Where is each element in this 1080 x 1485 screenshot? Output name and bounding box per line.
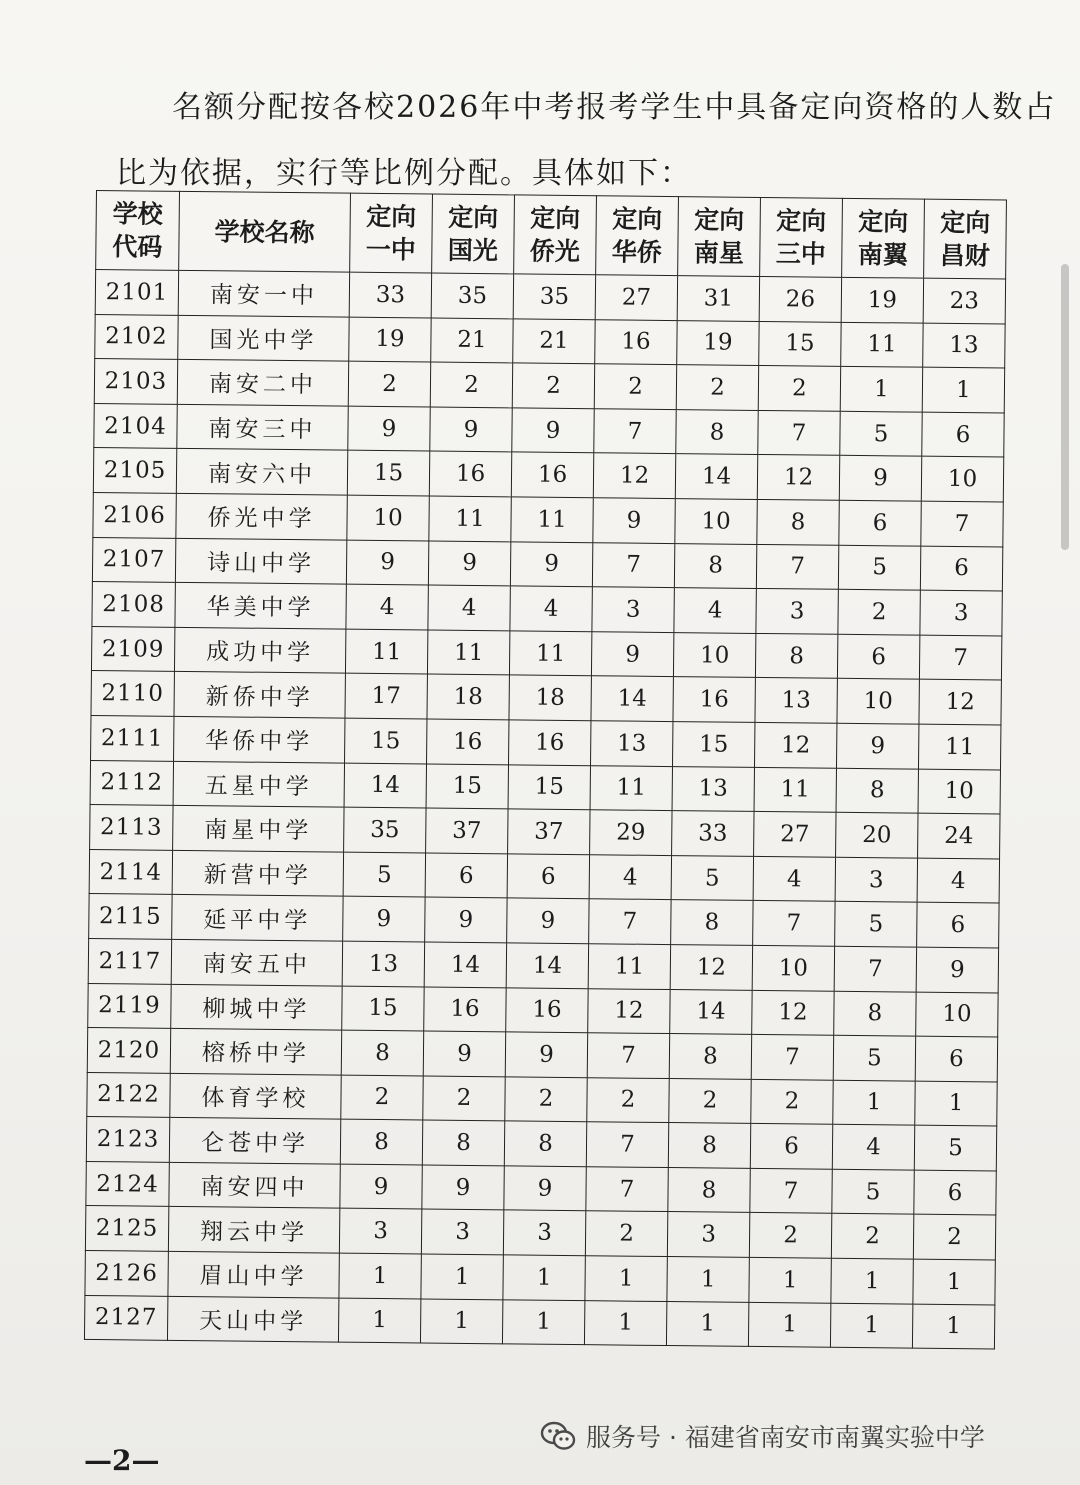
cell-quota: 2 (430, 362, 512, 407)
cell-quota: 8 (340, 1119, 422, 1164)
cell-school-code: 2104 (94, 403, 177, 448)
cell-quota: 11 (590, 765, 672, 810)
cell-school-code: 2112 (90, 760, 173, 805)
cell-quota: 16 (595, 319, 677, 364)
cell-quota: 9 (593, 498, 675, 543)
cell-quota: 17 (345, 673, 427, 718)
cell-quota: 12 (670, 944, 752, 989)
cell-quota: 11 (427, 630, 509, 675)
cell-quota: 12 (919, 679, 1001, 724)
cell-quota: 27 (754, 812, 836, 857)
cell-school-name: 华美中学 (175, 583, 346, 629)
cell-school-name: 体育学校 (170, 1073, 341, 1119)
cell-school-name: 新侨中学 (174, 672, 345, 718)
cell-quota: 6 (425, 853, 507, 898)
cell-quota: 19 (349, 317, 431, 362)
cell-quota: 2 (676, 365, 758, 410)
intro-line-2: 比为依据，实行等比例分配。具体如下： (116, 156, 692, 191)
cell-school-name: 南安五中 (171, 939, 342, 985)
cell-quota: 2 (758, 366, 840, 411)
cell-quota: 16 (506, 987, 588, 1032)
cell-quota: 35 (344, 807, 426, 852)
header-target-6 (842, 198, 925, 278)
cell-quota: 18 (509, 675, 591, 720)
page-number: —2— (84, 1444, 160, 1477)
cell-school-name: 南星中学 (173, 805, 344, 851)
cell-quota: 6 (920, 546, 1002, 591)
wechat-icon (540, 1421, 576, 1451)
header-target-line-1: 定向 (366, 201, 417, 232)
cell-quota: 35 (513, 274, 595, 319)
cell-quota: 11 (509, 631, 591, 676)
cell-quota: 14 (506, 943, 588, 988)
header-target-5 (760, 197, 843, 277)
cell-quota: 2 (594, 364, 676, 409)
cell-quota: 29 (590, 810, 672, 855)
cell-quota: 7 (750, 1168, 832, 1213)
cell-quota: 3 (756, 589, 838, 634)
cell-quota: 9 (512, 408, 594, 453)
cell-school-name: 国光中学 (178, 315, 349, 361)
cell-school-code: 2120 (87, 1028, 170, 1073)
cell-quota: 10 (673, 632, 755, 677)
cell-school-name: 诗山中学 (175, 538, 346, 584)
cell-school-code: 2127 (84, 1295, 167, 1340)
cell-quota: 3 (592, 587, 674, 632)
cell-quota: 14 (424, 942, 506, 987)
cell-quota: 1 (748, 1302, 830, 1347)
cell-quota: 11 (345, 629, 427, 674)
cell-quota: 1 (749, 1257, 831, 1302)
cell-quota: 2 (341, 1075, 423, 1120)
cell-quota: 16 (673, 677, 755, 722)
header-target-line-2: 南翼 (857, 239, 909, 270)
header-target-line-2: 一中 (365, 234, 417, 265)
cell-quota: 9 (430, 407, 512, 452)
cell-quota: 5 (840, 411, 922, 456)
cell-quota: 1 (833, 1080, 915, 1125)
cell-quota: 4 (510, 586, 592, 631)
cell-quota: 9 (422, 1165, 504, 1210)
cell-quota: 9 (428, 541, 510, 586)
cell-quota: 9 (836, 723, 918, 768)
cell-school-code: 2122 (87, 1072, 170, 1117)
cell-quota: 6 (917, 902, 999, 947)
cell-quota: 16 (424, 986, 506, 1031)
cell-school-name: 南安二中 (177, 360, 348, 406)
cell-school-name: 成功中学 (174, 627, 345, 673)
cell-quota: 16 (509, 720, 591, 765)
cell-quota: 8 (757, 499, 839, 544)
cell-quota: 6 (750, 1124, 832, 1169)
cell-quota: 12 (757, 455, 839, 500)
cell-quota: 4 (753, 856, 835, 901)
cell-quota: 1 (502, 1299, 584, 1344)
cell-quota: 9 (916, 947, 998, 992)
cell-quota: 5 (838, 545, 920, 590)
header-target-3 (596, 196, 679, 276)
cell-quota: 9 (340, 1164, 422, 1209)
cell-quota: 11 (841, 322, 923, 367)
cell-quota: 6 (915, 1036, 997, 1081)
cell-quota: 5 (833, 1035, 915, 1080)
cell-quota: 2 (838, 589, 920, 634)
cell-quota: 1 (421, 1254, 503, 1299)
cell-school-name: 南安四中 (169, 1162, 340, 1208)
cell-quota: 2 (505, 1077, 587, 1122)
header-target-line-2: 华侨 (611, 237, 663, 267)
cell-school-code: 2108 (92, 582, 175, 627)
cell-quota: 13 (755, 678, 837, 723)
cell-quota: 4 (428, 585, 510, 630)
cell-quota: 7 (756, 544, 838, 589)
header-school-code (96, 191, 180, 271)
cell-quota: 9 (348, 406, 430, 451)
cell-quota: 8 (668, 1167, 750, 1212)
header-target-line-2: 国光 (447, 235, 499, 266)
header-target-2 (514, 195, 597, 275)
cell-school-code: 2123 (86, 1117, 169, 1162)
cell-quota: 6 (914, 1170, 996, 1215)
cell-school-code: 2113 (90, 805, 173, 850)
cell-quota: 2 (587, 1077, 669, 1122)
header-target-line-1: 定向 (694, 205, 745, 235)
cell-quota: 2 (749, 1213, 831, 1258)
cell-quota: 7 (834, 946, 916, 991)
cell-quota: 1 (831, 1258, 913, 1303)
cell-quota: 6 (922, 412, 1004, 457)
cell-quota: 11 (429, 496, 511, 541)
header-target-4 (678, 197, 761, 277)
cell-school-name: 南安六中 (176, 449, 347, 495)
cell-quota: 11 (511, 497, 593, 542)
cell-quota: 9 (839, 456, 921, 501)
cell-quota: 37 (508, 809, 590, 854)
cell-quota: 7 (594, 409, 676, 454)
cell-school-name: 翔云中学 (168, 1207, 339, 1253)
cell-quota: 16 (427, 719, 509, 764)
cell-quota: 3 (835, 857, 917, 902)
cell-quota: 37 (426, 808, 508, 853)
cell-quota: 21 (431, 318, 513, 363)
cell-quota: 14 (670, 989, 752, 1034)
cell-quota: 4 (589, 854, 671, 899)
cell-quota: 8 (671, 900, 753, 945)
cell-school-code: 2107 (92, 537, 175, 582)
cell-school-code: 2101 (95, 270, 178, 315)
cell-quota: 24 (918, 813, 1000, 858)
cell-quota: 8 (669, 1034, 751, 1079)
cell-school-code: 2125 (85, 1206, 168, 1251)
cell-school-code: 2103 (94, 359, 177, 404)
cell-quota: 2 (831, 1214, 913, 1259)
cell-quota: 8 (668, 1123, 750, 1168)
cell-school-name: 华侨中学 (174, 716, 345, 762)
cell-quota: 4 (832, 1125, 914, 1170)
cell-quota: 3 (421, 1209, 503, 1254)
cell-quota: 4 (346, 584, 428, 629)
cell-school-name: 新营中学 (172, 850, 343, 896)
cell-quota: 1 (913, 1259, 995, 1304)
cell-quota: 9 (591, 631, 673, 676)
cell-quota: 7 (586, 1122, 668, 1167)
cell-quota: 2 (585, 1211, 667, 1256)
cell-quota: 5 (343, 852, 425, 897)
cell-quota: 15 (347, 451, 429, 496)
cell-quota: 12 (593, 453, 675, 498)
cell-quota: 7 (921, 501, 1003, 546)
cell-school-code: 2105 (93, 448, 176, 493)
cell-quota: 10 (837, 679, 919, 724)
cell-quota: 1 (339, 1253, 421, 1298)
cell-quota: 1 (584, 1300, 666, 1345)
header-target-line-1: 定向 (940, 207, 991, 238)
table-row (84, 1295, 994, 1349)
cell-quota: 1 (830, 1303, 912, 1348)
cell-quota: 3 (920, 590, 1002, 635)
cell-quota: 2 (348, 361, 430, 406)
cell-quota: 27 (595, 275, 677, 320)
cell-quota: 1 (915, 1081, 997, 1126)
cell-quota: 31 (677, 276, 759, 321)
cell-school-code: 2111 (91, 715, 174, 760)
cell-school-code: 2102 (95, 314, 178, 359)
cell-quota: 7 (751, 1035, 833, 1080)
cell-quota: 26 (759, 276, 841, 321)
cell-quota: 6 (837, 634, 919, 679)
cell-school-name: 天山中学 (167, 1296, 338, 1342)
cell-school-code: 2106 (93, 492, 176, 537)
cell-quota: 19 (841, 277, 923, 322)
cell-school-name: 眉山中学 (168, 1251, 339, 1297)
cell-quota: 2 (423, 1076, 505, 1121)
cell-quota: 7 (758, 410, 840, 455)
cell-quota: 10 (916, 992, 998, 1037)
cell-quota: 7 (753, 901, 835, 946)
cell-school-name: 五星中学 (173, 761, 344, 807)
cell-quota: 7 (589, 899, 671, 944)
cell-quota: 15 (345, 718, 427, 763)
cell-school-name: 柳城中学 (171, 984, 342, 1030)
header-target-1 (432, 194, 515, 274)
cell-quota: 6 (839, 500, 921, 545)
cell-quota: 7 (592, 542, 674, 587)
cell-school-code: 2124 (86, 1161, 169, 1206)
cell-quota: 4 (917, 858, 999, 903)
cell-quota: 35 (431, 273, 513, 318)
header-target-7 (924, 199, 1007, 279)
header-target-line-1: 定向 (612, 204, 663, 234)
cell-quota: 3 (503, 1210, 585, 1255)
cell-quota: 7 (587, 1033, 669, 1078)
cell-quota: 15 (342, 986, 424, 1031)
cell-quota: 2 (751, 1079, 833, 1124)
header-school-name: 学校名称 (179, 191, 351, 272)
cell-quota: 7 (586, 1167, 668, 1212)
cell-quota: 9 (425, 897, 507, 942)
header-target-line-2: 南星 (693, 238, 745, 268)
cell-quota: 12 (588, 988, 670, 1033)
cell-quota: 9 (507, 898, 589, 943)
cell-quota: 33 (349, 272, 431, 317)
scrollbar-thumb[interactable] (1061, 264, 1069, 550)
header-target-0 (350, 193, 433, 273)
cell-quota: 14 (344, 763, 426, 808)
header-target-line-2: 侨光 (529, 236, 581, 267)
header-school-code-line-2: 代码 (112, 232, 163, 262)
cell-quota: 7 (919, 635, 1001, 680)
cell-quota: 15 (759, 321, 841, 366)
cell-quota: 9 (423, 1031, 505, 1076)
cell-quota: 10 (675, 499, 757, 544)
cell-quota: 5 (835, 902, 917, 947)
cell-quota: 11 (588, 944, 670, 989)
cell-quota: 1 (912, 1304, 994, 1349)
cell-quota: 11 (918, 724, 1000, 769)
cell-quota: 15 (426, 764, 508, 809)
cell-quota: 11 (754, 767, 836, 812)
cell-quota: 9 (510, 541, 592, 586)
cell-quota: 16 (429, 451, 511, 496)
cell-school-code: 2115 (89, 894, 172, 939)
header-target-line-1: 定向 (530, 203, 581, 234)
cell-quota: 8 (834, 991, 916, 1036)
cell-school-code: 2126 (85, 1251, 168, 1296)
cell-quota: 8 (422, 1120, 504, 1165)
cell-quota: 18 (427, 674, 509, 719)
cell-school-code: 2109 (91, 626, 174, 671)
table-body (84, 270, 1005, 1350)
cell-school-name: 延平中学 (172, 895, 343, 941)
intro-line-1: 名额分配按各校2026年中考报考学生中具备定向资格的人数占 (172, 90, 1057, 125)
cell-quota: 8 (755, 633, 837, 678)
cell-quota: 9 (346, 540, 428, 585)
cell-quota: 5 (671, 855, 753, 900)
cell-quota: 13 (342, 941, 424, 986)
cell-school-code: 2119 (88, 983, 171, 1028)
cell-quota: 3 (667, 1212, 749, 1257)
header-target-line-1: 定向 (858, 206, 909, 237)
cell-school-name: 侨光中学 (176, 493, 347, 539)
watermark (540, 1418, 985, 1454)
cell-quota: 2 (913, 1215, 995, 1260)
header-target-line-2: 昌财 (939, 240, 991, 271)
header-target-line-2: 三中 (775, 239, 827, 269)
cell-quota: 15 (672, 722, 754, 767)
cell-quota: 1 (667, 1257, 749, 1302)
cell-quota: 14 (591, 676, 673, 721)
cell-quota: 12 (752, 990, 834, 1035)
header-target-line-1: 定向 (776, 206, 827, 236)
cell-quota: 13 (923, 323, 1005, 368)
cell-school-name: 仑苍中学 (169, 1118, 340, 1164)
cell-quota: 9 (505, 1032, 587, 1077)
cell-quota: 2 (669, 1078, 751, 1123)
cell-quota: 1 (338, 1298, 420, 1343)
cell-quota: 13 (672, 766, 754, 811)
watermark-text: 服务号 · 福建省南安市南翼实验中学 (586, 1423, 985, 1452)
cell-quota: 6 (507, 854, 589, 899)
cell-school-name: 榕桥中学 (170, 1028, 341, 1074)
cell-quota: 23 (923, 278, 1005, 323)
cell-quota: 14 (675, 454, 757, 499)
cell-school-code: 2114 (89, 849, 172, 894)
header-school-code-line-1: 学校 (112, 199, 163, 229)
cell-quota: 10 (752, 945, 834, 990)
cell-quota: 8 (836, 768, 918, 813)
cell-quota: 1 (666, 1301, 748, 1346)
cell-quota: 8 (504, 1121, 586, 1166)
cell-quota: 13 (591, 721, 673, 766)
cell-quota: 1 (503, 1255, 585, 1300)
cell-quota: 10 (918, 769, 1000, 814)
cell-quota: 19 (677, 320, 759, 365)
cell-school-code: 2110 (91, 671, 174, 716)
cell-quota: 20 (836, 812, 918, 857)
cell-quota: 9 (504, 1166, 586, 1211)
cell-school-code: 2117 (88, 938, 171, 983)
cell-quota: 1 (585, 1256, 667, 1301)
allocation-table (84, 190, 1007, 1350)
cell-quota: 8 (341, 1030, 423, 1075)
cell-quota: 5 (914, 1125, 996, 1170)
cell-quota: 12 (754, 722, 836, 767)
cell-quota: 15 (508, 764, 590, 809)
header-target-line-1: 定向 (448, 202, 499, 233)
cell-quota: 1 (922, 367, 1004, 412)
cell-quota: 8 (674, 543, 756, 588)
cell-quota: 5 (832, 1169, 914, 1214)
cell-school-name: 南安一中 (178, 270, 349, 316)
cell-quota: 4 (674, 588, 756, 633)
cell-quota: 10 (921, 457, 1003, 502)
cell-school-name: 南安三中 (177, 404, 348, 450)
cell-quota: 10 (347, 495, 429, 540)
cell-quota: 21 (513, 318, 595, 363)
cell-quota: 8 (676, 409, 758, 454)
cell-quota: 1 (420, 1299, 502, 1344)
cell-quota: 16 (511, 452, 593, 497)
table-header-row (96, 191, 1007, 280)
cell-quota: 3 (339, 1209, 421, 1254)
cell-quota: 2 (512, 363, 594, 408)
cell-quota: 33 (672, 811, 754, 856)
cell-quota: 1 (840, 366, 922, 411)
cell-quota: 9 (343, 896, 425, 941)
